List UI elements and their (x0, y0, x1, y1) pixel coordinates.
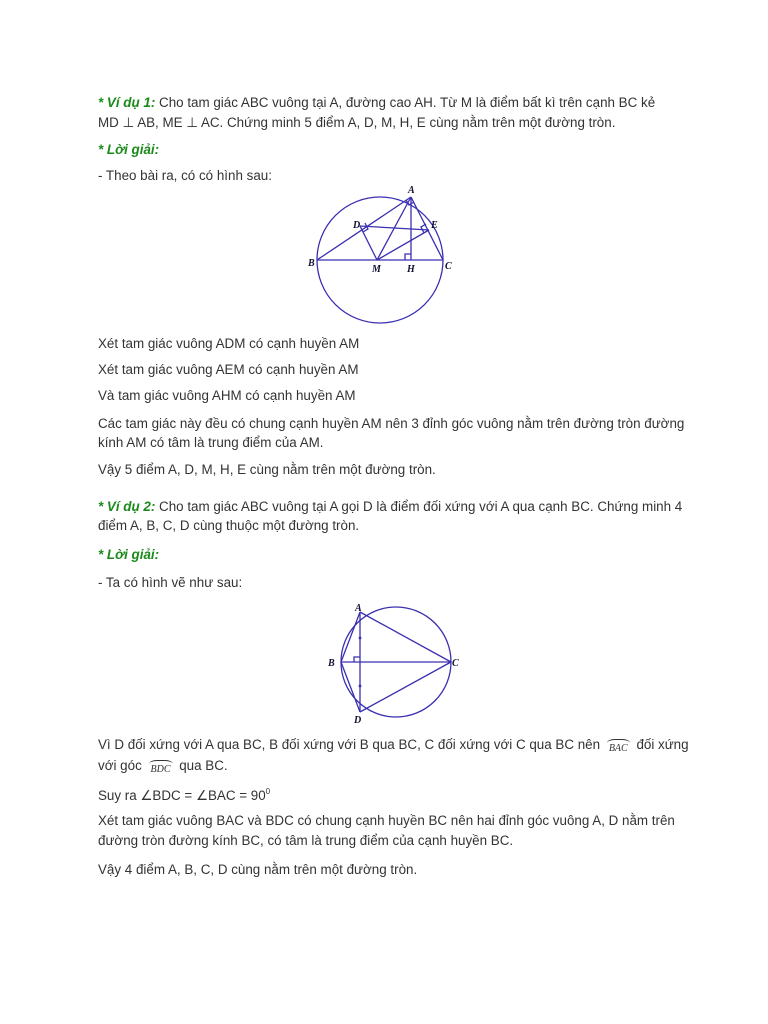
example2-solution-heading: * Lời giải: (98, 547, 160, 562)
example2-equation (98, 783, 270, 805)
example1-heading: * Ví dụ 1: (98, 95, 156, 110)
example2-line1-pre: Vì D đối xứng với A qua BC, B đối xứng với B qua BC, C đối xứng với C qua BC nên (98, 737, 601, 752)
example2-problem-line1 (98, 498, 682, 516)
example1-line: Xét tam giác vuông ADM có cạnh huyền AM (98, 336, 360, 351)
label-m: M (372, 264, 381, 275)
segment-md (360, 226, 377, 260)
example2-line2 (98, 757, 228, 779)
equation-text: Suy ra ∠BDC = ∠BAC = 90 (98, 788, 266, 803)
example1-intro: - Theo bài ra, có có hình sau: (98, 168, 272, 183)
example1-line: Và tam giác vuông AHM có cạnh huyền AM (98, 388, 356, 403)
example2-line: Xét tam giác vuông BAC và BDC có chung cạnh huyền BC nên hai đỉnh góc vuông A, D nằm trên (98, 813, 675, 828)
example2-line1-post: đối xứng (636, 737, 689, 752)
segment-ac (360, 612, 451, 662)
example1-problem-line1 (98, 94, 655, 112)
example1-line: Các tam giác này đều có chung cạnh huyền AM nên 3 đỉnh góc vuông nằm trên đường tròn đường (98, 416, 685, 431)
segment-ab (341, 612, 360, 662)
tick-mark (359, 637, 362, 640)
example2-line2-post: qua BC. (179, 758, 228, 773)
label-e: E (431, 220, 438, 231)
example1-solution-heading: * Lời giải: (98, 142, 160, 157)
arc-bdc-symbol: BDC (149, 760, 173, 779)
example1-line: Vậy 5 điểm A, D, M, H, E cùng nằm trên một đường tròn. (98, 462, 436, 477)
example2-heading: * Ví dụ 2: (98, 499, 156, 514)
label-a: A (355, 603, 362, 614)
segment-dc (360, 662, 451, 712)
example1-problem-text1: Cho tam giác ABC vuông tại A, đường cao AH. Từ M là điểm bất kì trên cạnh BC kẻ (159, 95, 656, 110)
label-d: D (354, 715, 362, 726)
segment-ac (411, 197, 443, 260)
segment-db (341, 662, 360, 712)
label-h: H (407, 264, 415, 275)
example2-intro: - Ta có hình vẽ như sau: (98, 575, 243, 590)
example1-line: kính AM có tâm là trung điểm của AM. (98, 435, 324, 450)
label-b: B (308, 258, 315, 269)
right-angle-h (405, 254, 411, 260)
label-d: D (353, 220, 361, 231)
example2-problem-text1: Cho tam giác ABC vuông tại A gọi D là điểm đối xứng với A qua cạnh BC. Chứng minh 4 (159, 499, 683, 514)
example2-line2-pre: với góc (98, 758, 142, 773)
tick-mark (359, 685, 362, 688)
example2-line: Vậy 4 điểm A, B, C, D cùng nằm trên một đường tròn. (98, 862, 418, 877)
example2-line1 (98, 736, 689, 758)
label-c: C (445, 261, 452, 272)
example1-problem-line2: MD ⊥ AB, ME ⊥ AC. Chứng minh 5 điểm A, D, M, H, E cùng nằm trên một đường tròn. (98, 115, 616, 130)
arc-bac-symbol: BAC (607, 739, 630, 758)
example1-line: Xét tam giác vuông AEM có cạnh huyền AM (98, 362, 359, 377)
label-a: A (408, 185, 415, 196)
example2-line: đường tròn đường kính BC, có tâm là trung điểm của cạnh huyền BC. (98, 833, 514, 848)
label-c: C (452, 658, 459, 669)
label-b: B (328, 658, 335, 669)
example1-figure (305, 180, 465, 330)
equation-superscript: 0 (265, 787, 271, 796)
example2-figure (318, 600, 458, 725)
right-angle-marker (354, 657, 360, 662)
example2-problem-line2: điểm A, B, C, D cùng thuộc một đường tròn. (98, 518, 360, 533)
